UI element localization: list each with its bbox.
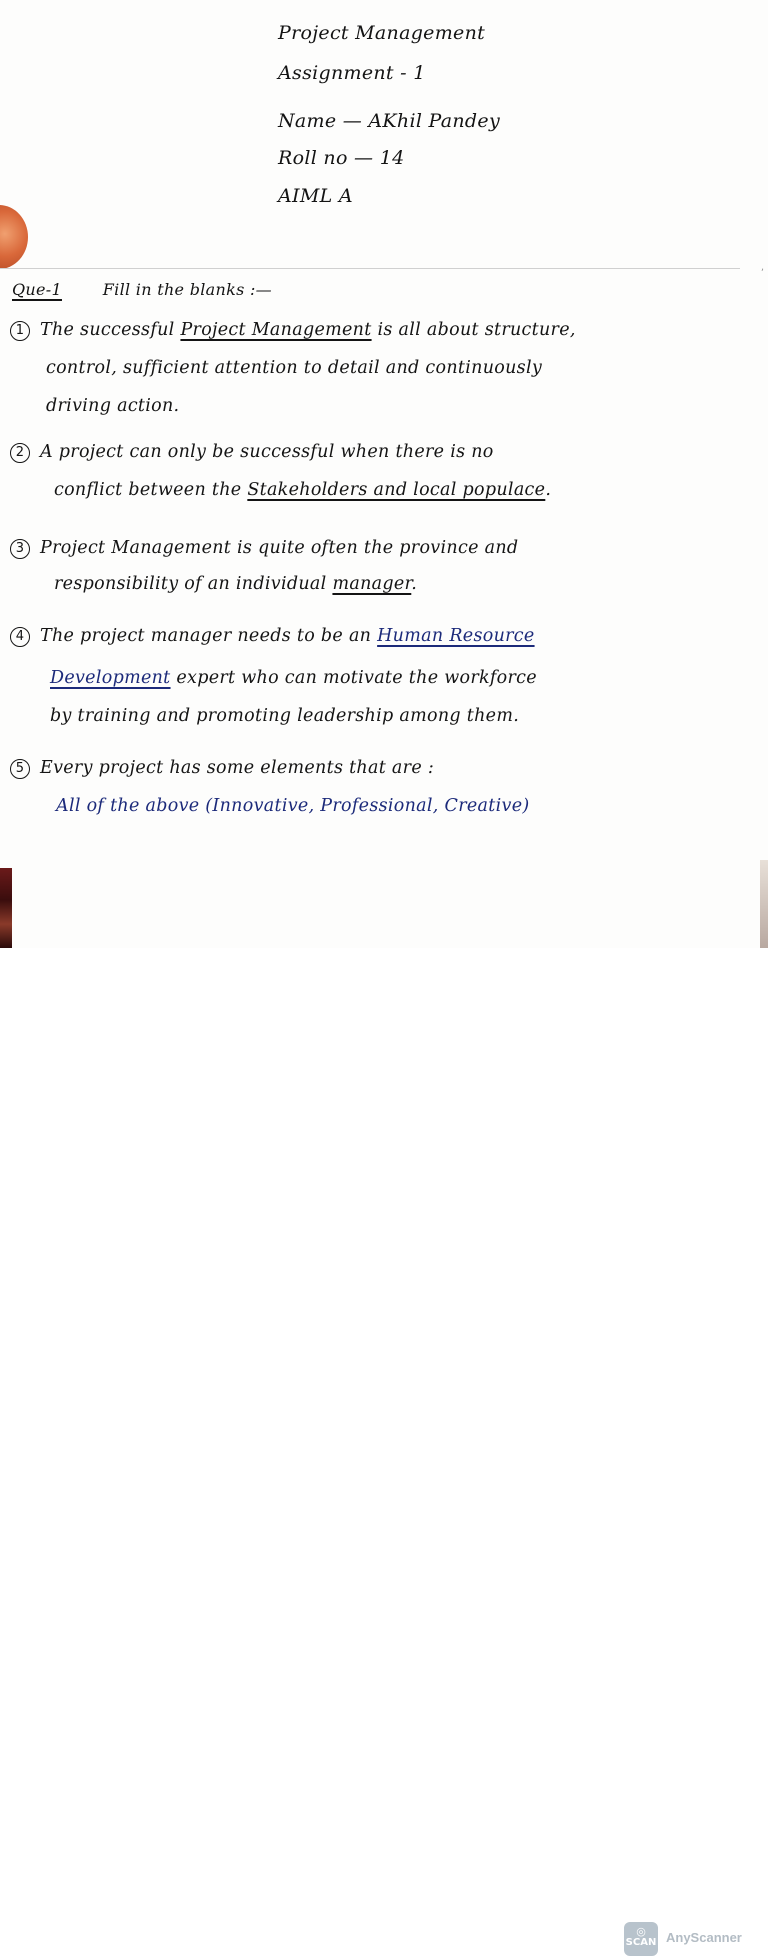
background-edge-right bbox=[760, 860, 768, 948]
answer-4-blank-part-2: Development bbox=[50, 668, 171, 688]
assignment-title: Project Management bbox=[278, 22, 486, 44]
question-instruction: Fill in the blanks :— bbox=[102, 280, 272, 299]
margin-mark: , bbox=[760, 262, 764, 273]
answer-2-line-1: 2 A project can only be successful when there is no bbox=[10, 442, 494, 463]
background-edge-left bbox=[0, 868, 12, 948]
answer-number: 5 bbox=[10, 759, 30, 779]
answer-1-blank: Project Management bbox=[180, 320, 372, 340]
answer-number: 2 bbox=[10, 443, 30, 463]
answer-3-line-2: responsibility of an individual manager. bbox=[54, 574, 418, 594]
answer-1-line-1: 1 The successful Project Management is all about structure, bbox=[10, 320, 576, 341]
scanner-logo-icon: ◎ SCAN bbox=[624, 1922, 658, 1956]
answer-5-line-1: 5 Every project has some elements that are : bbox=[10, 758, 434, 779]
scanner-app-name: AnyScanner bbox=[666, 1930, 742, 1945]
answer-number: 3 bbox=[10, 539, 30, 559]
answer-2-blank: Stakeholders and local populace bbox=[247, 480, 546, 500]
question-heading bbox=[12, 280, 272, 299]
answer-1-line-3: driving action. bbox=[46, 396, 180, 416]
answer-3-line-1: 3 Project Management is quite often the province and bbox=[10, 538, 518, 559]
answer-4-line-1: 4 The project manager needs to be an Human Resource bbox=[10, 626, 535, 647]
page-rule bbox=[0, 268, 740, 269]
notebook-page bbox=[0, 0, 768, 948]
answer-3-blank: manager bbox=[332, 574, 412, 594]
answer-5-line-2: All of the above (Innovative, Professional, Creative) bbox=[56, 796, 530, 816]
finger-at-edge bbox=[0, 205, 28, 269]
answer-1-line-2: control, sufficient attention to detail and continuously bbox=[46, 358, 543, 378]
question-label: Que-1 bbox=[12, 280, 62, 299]
answer-2-line-2: conflict between the Stakeholders and local populace. bbox=[54, 480, 552, 500]
assignment-number: Assignment - 1 bbox=[278, 62, 426, 84]
answer-number: 1 bbox=[10, 321, 30, 341]
answer-4-blank-part-1: Human Resource bbox=[377, 626, 535, 646]
scanner-footer bbox=[0, 948, 768, 1948]
answer-4-line-2: Development expert who can motivate the workforce bbox=[50, 668, 537, 688]
roll-number: Roll no — 14 bbox=[278, 147, 405, 169]
answer-number: 4 bbox=[10, 627, 30, 647]
section: AIML A bbox=[278, 185, 353, 207]
answer-4-line-3: by training and promoting leadership among them. bbox=[50, 706, 520, 726]
student-name: Name — AKhil Pandey bbox=[278, 110, 500, 132]
